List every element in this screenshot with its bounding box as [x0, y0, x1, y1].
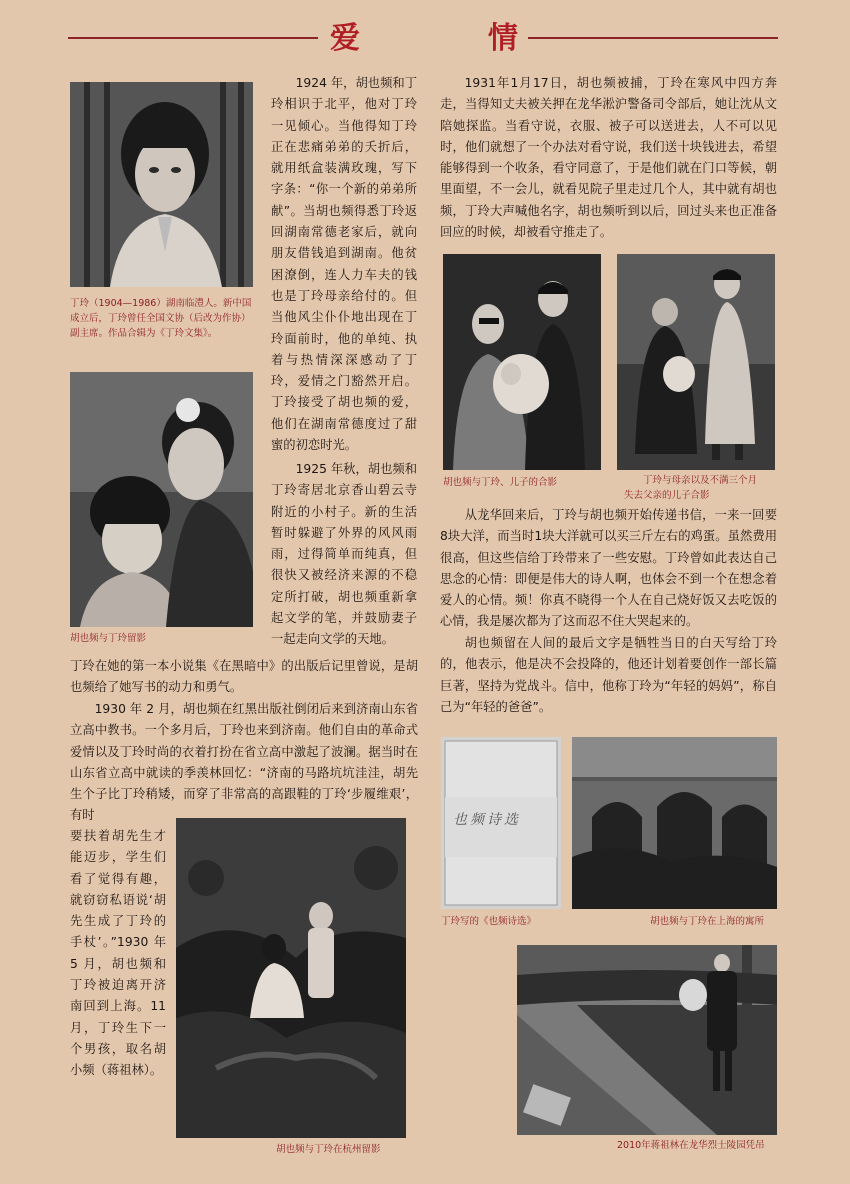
title-char-1: 爱 [330, 21, 362, 56]
shanghai-home-caption: 胡也频与丁玲在上海的寓所 [650, 916, 765, 927]
left-paragraph-4: 1930 年 2 月，胡也频在红黑出版社倒闭后来到济南山东省立高中教书。一个多月后，丁玲也来到济南。他们自由的革命式爱情以及丁玲时尚的衣着打扮在省立高中激起了波澜。据当时在山东省立高中就读的季羡林回忆：“济南的马路坑坑洼洼，胡先生个子比丁玲稍矮，而穿了非常高的高跟鞋的丁玲‘步履维艰’，有时 [70, 702, 418, 823]
dingling-portrait-photo [70, 82, 253, 287]
right-paragraph-2: 从龙华回来后，丁玲与胡也频开始传递书信，一来一回要8块大洋，而当时1块大洋就可以买三斤左右的鸡蛋。虽然费用很高，但这些信给丁玲带来了一些安慰。丁玲曾如此表达自己思念的心情：即便是伟大的诗人啊，也体会不到一个在想念着爱人的心情。频！你真不晓得一个人在自己烧好饭又去吃饭的心情，我是屡次都为了这而忍不住大哭起来的。 [440, 508, 777, 629]
right-paragraph-3: 胡也频留在人间的最后文字是牺牲当日的白天写给丁玲的，他表示，他是决不会投降的，他还计划着要创作一部长篇巨著，坚持为党战斗。信中，他称丁玲为“年轻的妈妈”，称自己为“年轻的爸爸”。 [440, 636, 777, 714]
header-rule-right [528, 37, 778, 39]
memorial-photo [517, 945, 777, 1135]
left-paragraph-2: 1925 年秋，胡也频和丁玲寄居北京香山碧云寺附近的小村子。新的生活暂时躲避了外界的风风雨雨，过得简单而纯真，但很快又被经济来源的不稳定所打破，胡也频重新拿起文学的笔，并鼓励妻子一起走向文学的天地。 [271, 462, 417, 647]
page-title [330, 12, 520, 58]
manuscript-caption: 丁玲写的《也频诗选》 [441, 916, 537, 927]
header-rule-left [68, 37, 318, 39]
family-photo [443, 254, 601, 470]
mother-photo [617, 254, 775, 470]
mother-photo-caption-line1: 丁玲与母亲以及不满三个月 [643, 475, 758, 486]
family-photo-caption: 胡也频与丁玲、儿子的合影 [443, 477, 558, 488]
title-char-2: 情 [488, 21, 520, 56]
shanghai-home-photo [572, 737, 777, 909]
memorial-caption: 2010年蒋祖林在龙华烈士陵园凭吊 [617, 1140, 765, 1151]
couple-photo [70, 372, 253, 627]
manuscript-handwriting: 也频诗选 [453, 812, 521, 828]
left-paragraph-1: 1924 年，胡也频和丁玲相识于北平，他对丁玲一见倾心。当他得知丁玲正在悲痛弟弟的夭折后，就用纸盒装满玫瑰，写下字条：“你一个新的弟弟所献”。当胡也频得悉丁玲返回湖南常德老家后，就向朋友借钱追到湖南。他贫困潦倒，连人力车夫的钱也是丁玲母亲给付的。但当他风尘仆仆地出现在丁玲面前时，他的单纯、执着与热情深深感动了丁玲，爱情之门豁然开启。丁玲接受了胡也频的爱，他们在湖南常德度过了甜蜜的初恋时光。 [271, 76, 417, 453]
manuscript-photo [441, 737, 561, 909]
couple-photo-caption: 胡也频与丁玲留影 [70, 633, 147, 644]
hangzhou-photo [176, 818, 406, 1138]
left-paragraph-4b: 要扶着胡先生才能迈步，学生们看了觉得有趣，就窃窃私语说‘胡先生成了丁玲的手杖’。”1930 年 5 月，胡也频和丁玲被迫离开济南回到上海。11 月，丁玲生下一个男孩，取名胡小频（蒋祖林）。 [70, 829, 166, 1078]
left-paragraph-3: 丁玲在她的第一本小说集《在黑暗中》的出版后记里曾说，是胡也频给了她写书的动力和勇气。 [70, 659, 418, 695]
mother-photo-caption-line2: 失去父亲的儿子合影 [624, 490, 710, 501]
hangzhou-photo-caption: 胡也频与丁玲在杭州留影 [276, 1144, 381, 1155]
right-paragraph-1: 1931年1月17日，胡也频被捕，丁玲在寒风中四方奔走，当得知丈夫被关押在龙华淞沪警备司令部后，她让沈从文陪她探监。当看守说，衣服、被子可以送进去，人不可以见时，他们就想了一个办法对看守说，我们送十块钱进去，希望能够得到一个收条，看守同意了，于是他们就在门口等候，朝里面望，不一会儿，就看见院子里走过几个人，其中就有胡也频，丁玲大声喊他名字，胡也频听到以后，回过头来也正准备回应的时候，却被看守推走了。 [440, 76, 777, 240]
dingling-portrait-caption: 丁玲（1904—1986）湖南临澧人。新中国成立后，丁玲曾任全国文协（后改为作协）副主席。作品合辑为《丁玲文集》。 [70, 298, 252, 339]
